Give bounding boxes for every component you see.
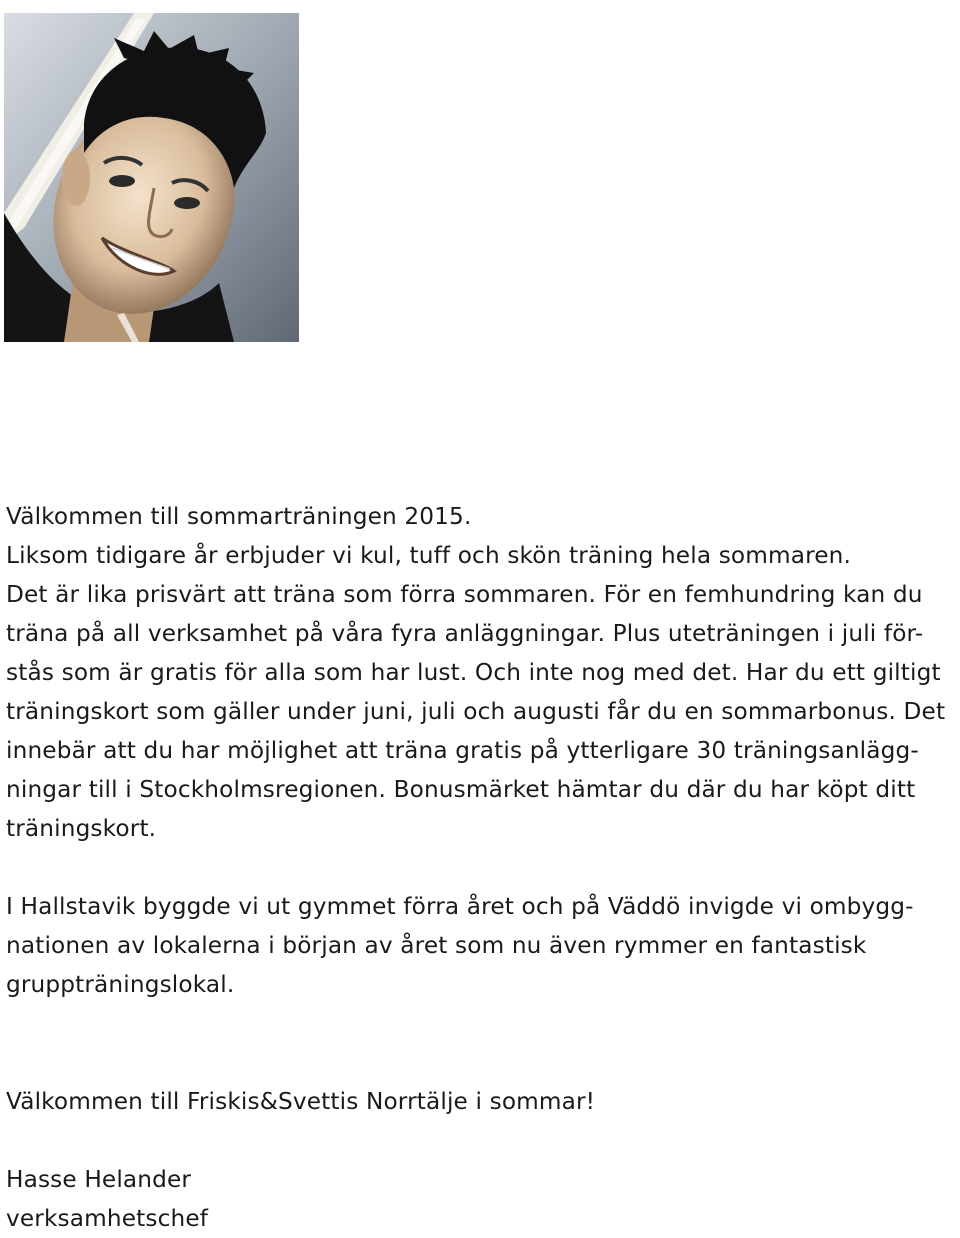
paragraph-1-line: träningskort. bbox=[6, 815, 157, 842]
paragraph-1-line: ningar till i Stockholmsregionen. Bonusmärket hämtar du där du har köpt ditt bbox=[6, 776, 916, 803]
paragraph-spacer bbox=[6, 1004, 960, 1082]
signature-title: verksamhetschef bbox=[6, 1205, 209, 1232]
paragraph-1-line: innebär att du har möjlighet att träna gratis på ytterligare 30 träningsanlägg- bbox=[6, 737, 919, 764]
paragraph-2-line: gruppträningslokal. bbox=[6, 971, 235, 998]
paragraph-1-line: träningskort som gäller under juni, juli och augusti får du en sommarbonus. Det bbox=[6, 698, 946, 725]
paragraph-1-line: Liksom tidigare år erbjuder vi kul, tuff och skön träning hela sommaren. bbox=[6, 542, 852, 569]
paragraph-spacer bbox=[6, 848, 960, 887]
paragraph-1-line: träna på all verksamhet på våra fyra anläggningar. Plus uteträningen i juli för- bbox=[6, 620, 924, 647]
paragraph-2-line: nationen av lokalerna i början av året som nu även rymmer en fantastisk bbox=[6, 932, 867, 959]
portrait-photo bbox=[4, 13, 299, 342]
paragraph-spacer bbox=[6, 1121, 960, 1160]
paragraph-2-line: I Hallstavik byggde vi ut gymmet förra året och på Väddö invigde vi ombygg- bbox=[6, 893, 914, 920]
closing-line: Välkommen till Friskis&Svettis Norrtälje i sommar! bbox=[6, 1088, 596, 1115]
paragraph-1-line: stås som är gratis för alla som har lust. Och inte nog med det. Har du ett giltigt bbox=[6, 659, 941, 686]
paragraph-1-line: Det är lika prisvärt att träna som förra sommaren. För en femhundring kan du bbox=[6, 581, 923, 608]
signature-name: Hasse Helander bbox=[6, 1166, 192, 1193]
letter-heading: Välkommen till sommarträningen 2015. bbox=[6, 503, 472, 530]
welcome-letter bbox=[6, 497, 960, 1238]
